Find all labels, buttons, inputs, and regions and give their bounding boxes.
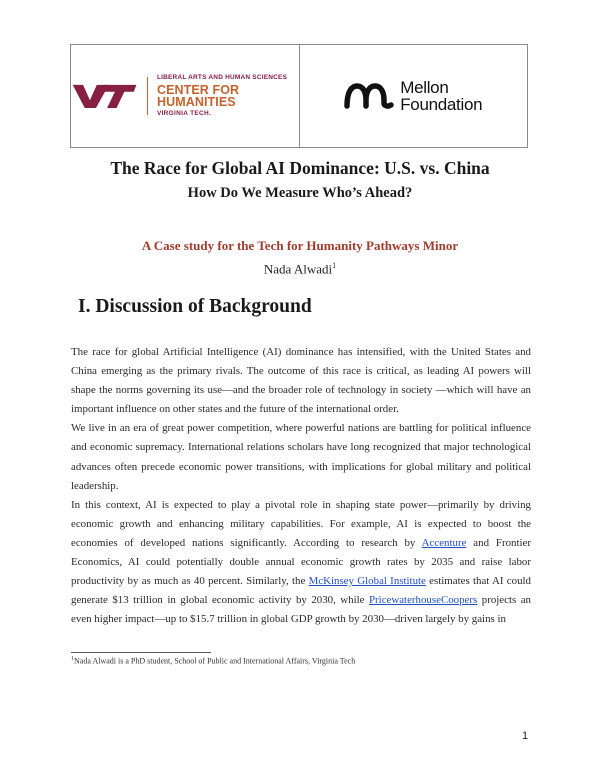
vt-logo-separator: [147, 77, 148, 115]
foundation-word: Foundation: [400, 95, 483, 114]
mellon-wordmark: [400, 79, 482, 114]
section-heading: I. Discussion of Background: [78, 296, 312, 317]
document-subtitle: How Do We Measure Who’s Ahead?: [187, 185, 413, 201]
author-name: Nada Alwadi: [263, 261, 333, 277]
vt-monogram-icon: [71, 79, 138, 113]
vt-logo-cell: [71, 45, 299, 147]
case-study-line: A Case study for the Tech for Humanity Pathways Minor: [141, 238, 459, 253]
pwc-link[interactable]: PricewaterhouseCoopers: [368, 594, 478, 607]
document-title: The Race for Global AI Dominance: U.S. vs. China: [110, 158, 490, 178]
paragraph-1: The race for global Artificial Intelligence (AI) dominance has intensified, with the United States and China emerging as the primary rivals. The outcome of this race is critical, as leading AI powers will shape the norms governing its use—and the broader role of technology in society —which will have an important influence on other states and the future of the international order.: [71, 346, 531, 416]
vt-logo-text: [157, 75, 299, 117]
mellon-logo-cell: [300, 45, 528, 147]
mellon-foundation-logo: [344, 79, 482, 114]
accenture-link[interactable]: Accenture: [421, 536, 467, 549]
paragraph-3-part-a: In this context, AI is expected to play a pivotal role in shaping state power—primarily by driving economic growth and enhancing military capabilities. For example, AI is expected to boost the economies of developed nations significantly. According to research by: [71, 498, 531, 549]
paragraph-3-part-c: estimates that AI could generate $13 trillion in global economic activity by 2030, while: [71, 575, 531, 607]
vt-center-for-humanities-logo: [71, 75, 299, 117]
mellon-mark-icon: [344, 83, 394, 109]
header-logo-box: [70, 44, 528, 148]
author-footnote-mark[interactable]: 1: [332, 261, 337, 270]
author-line: [0, 261, 600, 277]
vt-university-name: VIRGINIA TECH.: [156, 109, 212, 117]
paragraph-3: [71, 496, 531, 630]
paragraph-3-part-d: projects an even higher impact—up to $15.7 trillion in global GDP growth by 2030—driven largely by gains in: [71, 594, 531, 626]
mckinsey-link[interactable]: McKinsey Global Institute: [308, 575, 426, 588]
footnote-text: Nada Alwadi is a PhD student, School of Public and International Affairs, Virginia Tech: [74, 656, 356, 666]
footnote-mark: 1: [71, 656, 74, 662]
body-text: [71, 343, 531, 629]
paragraph-3-part-b: and Frontier Economics, AI could potentially double annual economic growth rates by 2035 and raise labor productivity by as much as 40 percent. Similarly, the: [71, 536, 531, 588]
vt-center-name: CENTER FOR HUMANITIES: [156, 82, 240, 109]
footnote-rule: [71, 652, 211, 653]
footnote: [71, 656, 355, 666]
mellon-word: Mellon: [400, 77, 449, 97]
page-number: 1: [522, 730, 529, 742]
paragraph-2: We live in an era of great power competition, where powerful nations are battling for political influence and economic supremacy. International relations scholars have long recognized that major technological advances often precede economic power transitions, with implications for global military and political leadership.: [71, 422, 531, 492]
vt-college-name: LIBERAL ARTS AND HUMAN SCIENCES: [156, 74, 288, 81]
